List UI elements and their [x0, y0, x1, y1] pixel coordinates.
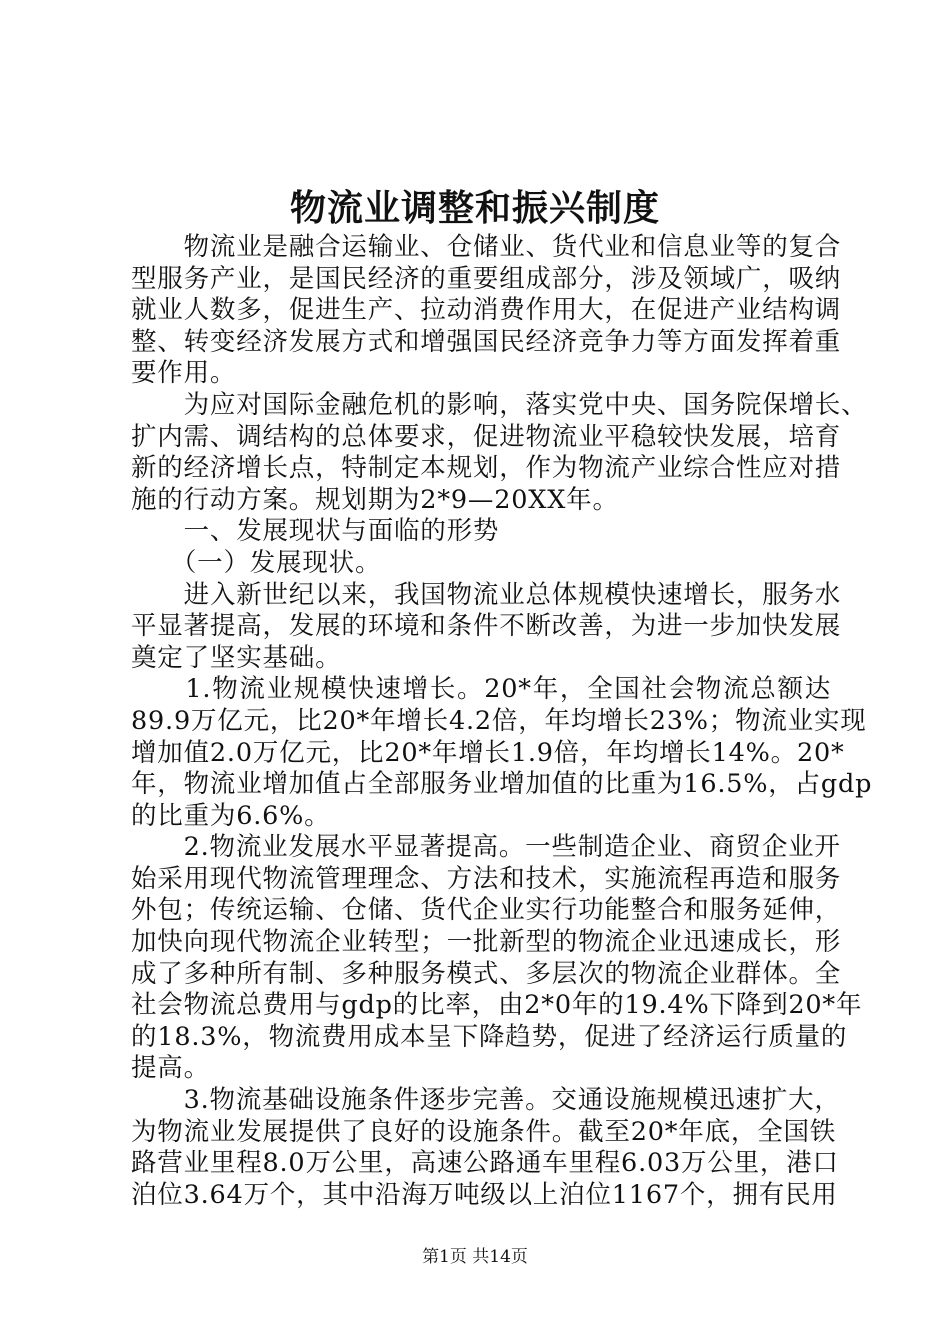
body-text-line: 扩内需、调结构的总体要求，促进物流业平稳较快发展，培育 — [131, 421, 842, 452]
body-text-line: 奠定了坚实基础。 — [131, 642, 342, 673]
body-text-line: 3.物流基础设施条件逐步完善。交通设施规模迅速扩大， — [131, 1085, 841, 1116]
page-footer: 第1页 共14页 — [422, 1247, 528, 1267]
body-text-line: 为物流业发展提供了良好的设施条件。截至20*年底，全国铁 — [131, 1116, 837, 1147]
body-text-line: 社会物流总费用与gdp的比率，由2*0年的19.4%下降到20*年 — [131, 990, 863, 1021]
body-text-line: 的比重为6.6%。 — [131, 800, 331, 831]
body-text-line: 2.物流业发展水平显著提高。一些制造企业、商贸企业开 — [131, 832, 841, 863]
body-text-line: 型服务产业，是国民经济的重要组成部分，涉及领域广，吸纳 — [131, 263, 842, 294]
body-text-line: 1.物流业规模快速增长。20*年，全国社会物流总额达 — [131, 674, 831, 705]
body-text-line: 的18.3%，物流费用成本呈下降趋势，促进了经济运行质量的 — [131, 1021, 848, 1052]
body-text-line: 整、转变经济发展方式和增强国民经济竞争力等方面发挥着重 — [131, 326, 842, 357]
body-text-line: 要作用。 — [131, 358, 237, 389]
body-text-line: 成了多种所有制、多种服务模式、多层次的物流企业群体。全 — [131, 958, 842, 989]
body-text-line: 89.9万亿元，比20*年增长4.2倍，年均增长23%；物流业实现 — [131, 705, 867, 736]
body-text-line: 年，物流业增加值占全部服务业增加值的比重为16.5%，占gdp — [131, 769, 873, 800]
body-text-line: 施的行动方案。规划期为2*9—20XX年。 — [131, 484, 619, 515]
body-text-line: 始采用现代物流管理理念、方法和技术，实施流程再造和服务 — [131, 863, 842, 894]
body-text-line: （一）发展现状。 — [131, 547, 382, 578]
document-body — [131, 232, 873, 1211]
body-text-line: 增加值2.0万亿元，比20*年增长1.9倍，年均增长14%。20* — [131, 737, 845, 768]
body-text-line: 外包；传统运输、仓储、货代企业实行功能整合和服务延伸， — [131, 895, 842, 926]
body-text-line: 提高。 — [131, 1053, 210, 1084]
body-text-line: 一、发展现状与面临的形势 — [131, 516, 500, 547]
body-text-line: 平显著提高，发展的环境和条件不断改善，为进一步加快发展 — [131, 611, 842, 642]
body-text-line: 路营业里程8.0万公里，高速公路通车里程6.03万公里，港口 — [131, 1148, 839, 1179]
body-text-line: 进入新世纪以来，我国物流业总体规模快速增长，服务水 — [131, 579, 842, 610]
body-text-line: 物流业是融合运输业、仓储业、货代业和信息业等的复合 — [131, 232, 842, 262]
document-title: 物流业调整和振兴制度 — [289, 187, 660, 229]
body-text-line: 加快向现代物流企业转型；一批新型的物流企业迅速成长，形 — [131, 927, 842, 958]
body-text-line: 就业人数多，促进生产、拉动消费作用大，在促进产业结构调 — [131, 295, 842, 326]
body-text-line: 新的经济增长点，特制定本规划，作为物流产业综合性应对措 — [131, 453, 842, 484]
body-text-line: 泊位3.64万个，其中沿海万吨级以上泊位1167个，拥有民用 — [131, 1179, 838, 1210]
body-text-line: 为应对国际金融危机的影响，落实党中央、国务院保增长、 — [131, 389, 868, 420]
